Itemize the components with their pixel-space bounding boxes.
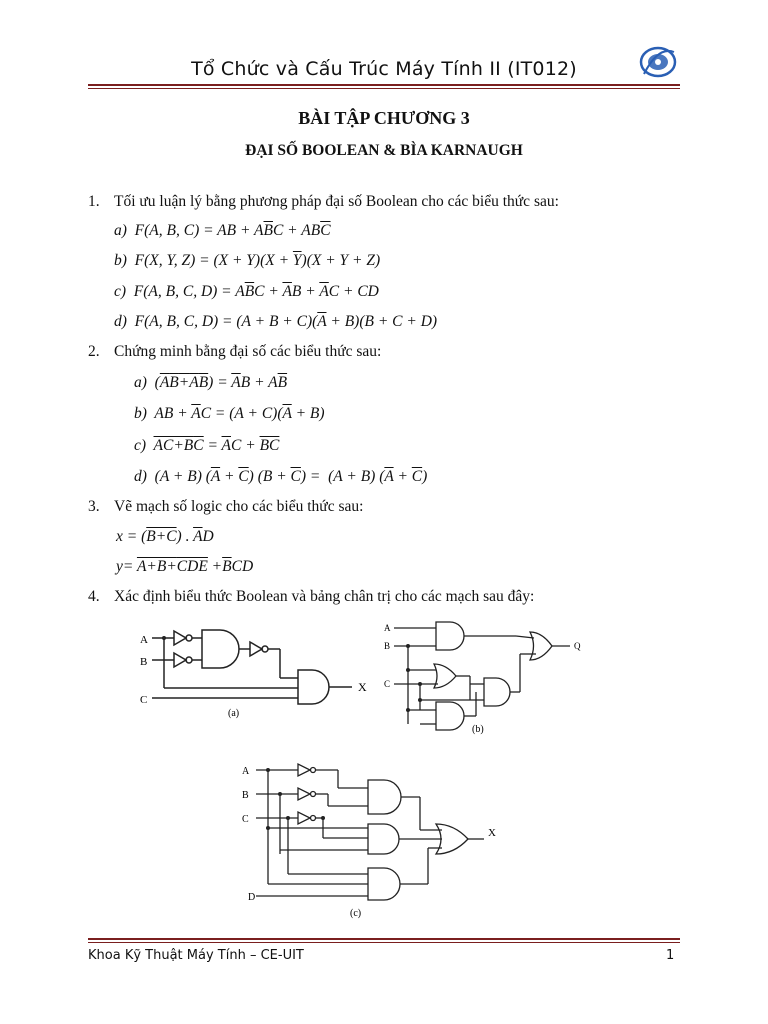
circuit-a-input-c: C bbox=[140, 694, 148, 706]
question-number: 4. bbox=[88, 588, 100, 605]
circuit-b bbox=[380, 616, 600, 736]
question-text: Tối ưu luận lý bằng phương pháp đại số Boolean cho các biểu thức sau: bbox=[114, 193, 559, 210]
circuit-a-input-b: B bbox=[140, 656, 148, 668]
header-rule bbox=[88, 84, 680, 86]
header-rule-thin bbox=[88, 88, 680, 89]
circuit-b-input-a: A bbox=[384, 623, 391, 633]
footer-rule-thin bbox=[88, 942, 680, 943]
question-text: Vẽ mạch số logic cho các biểu thức sau: bbox=[114, 498, 364, 515]
circuit-b-input-b: B bbox=[384, 641, 391, 651]
question-4 bbox=[88, 588, 534, 606]
circuit-a-output: X bbox=[358, 680, 367, 694]
page-number: 1 bbox=[666, 948, 675, 963]
q1-item-a: a) F(A, B, C) = AB + $A\overline{B}C + AB\overline{C}$ bbox=[114, 222, 331, 239]
q2-item-a: a) $(AB+AB) = \overline{A}B + A\overline{B}$ bbox=[134, 374, 288, 391]
chapter-title: BÀI TẬP CHƯƠNG 3 bbox=[298, 108, 470, 128]
circuit-a-caption: (a) bbox=[228, 708, 240, 719]
circuit-c-caption: (c) bbox=[350, 908, 362, 919]
header-title: Tổ Chức và Cấu Trúc Máy Tính II (IT012) bbox=[191, 58, 577, 80]
q2-item-d: d) (A + B) $(\overline{A} + \overline{C}) (B + \overline{C}) = (A + B) (\overline{A} + \overline{C})$ bbox=[134, 468, 428, 485]
question-number: 2. bbox=[88, 343, 100, 360]
circuit-c-output: X bbox=[488, 827, 496, 839]
q1-item-c: c) F(A, B, C, $D) = A\overline{B}C + \overline{A}B + \overline{A}C$ + CD bbox=[114, 283, 379, 300]
circuit-b-output: Q bbox=[574, 641, 581, 651]
circuit-c-input-a: A bbox=[242, 766, 250, 777]
footer-department: Khoa Kỹ Thuật Máy Tính – CE-UIT bbox=[88, 948, 304, 963]
q3-expr-x: x = (B+C) . $\overline{A}D$ bbox=[116, 528, 214, 545]
q3-expr-y: $y= A+B+CDE +\overline{B}CD$ bbox=[116, 558, 254, 575]
circuit-c-input-d: D bbox=[248, 892, 256, 903]
q1-item-b: b) F(X, Y, $Z) = (X + Y)(X + \overline{Y})(X + Y + Z)$ bbox=[114, 252, 381, 269]
circuit-c-input-b: B bbox=[242, 790, 249, 801]
question-text: Chứng minh bằng đại số các biểu thức sau: bbox=[114, 343, 382, 360]
university-logo bbox=[638, 44, 678, 80]
q2-item-c: c) $AC+BC = \overline{A}C + \overline{B}\overline{C}$ bbox=[134, 437, 280, 454]
q1-item-d: d) F(A, B, C, $D) = (A + B + C)(\overline{A} + B)(B + C + D)$ bbox=[114, 313, 438, 330]
footer-rule bbox=[88, 938, 680, 940]
chapter-subtitle: ĐẠI SỐ BOOLEAN & BÌA KARNAUGH bbox=[245, 142, 523, 159]
circuit-b-input-c: C bbox=[384, 679, 391, 689]
circuit-c bbox=[228, 750, 518, 920]
question-3 bbox=[88, 498, 363, 516]
circuit-b-caption: (b) bbox=[472, 724, 484, 735]
question-number: 1. bbox=[88, 193, 100, 210]
circuit-a-input-a: A bbox=[140, 634, 148, 646]
question-number: 3. bbox=[88, 498, 100, 515]
question-2 bbox=[88, 343, 381, 361]
question-text: Xác định biểu thức Boolean và bảng chân trị cho các mạch sau đây: bbox=[114, 588, 535, 605]
circuit-c-input-c: C bbox=[242, 814, 249, 825]
question-1 bbox=[88, 193, 559, 211]
circuit-a bbox=[130, 620, 380, 720]
q2-item-b: b) AB + $\overline{A}C = (A + C)(\overline{A} + B)$ bbox=[134, 405, 325, 422]
